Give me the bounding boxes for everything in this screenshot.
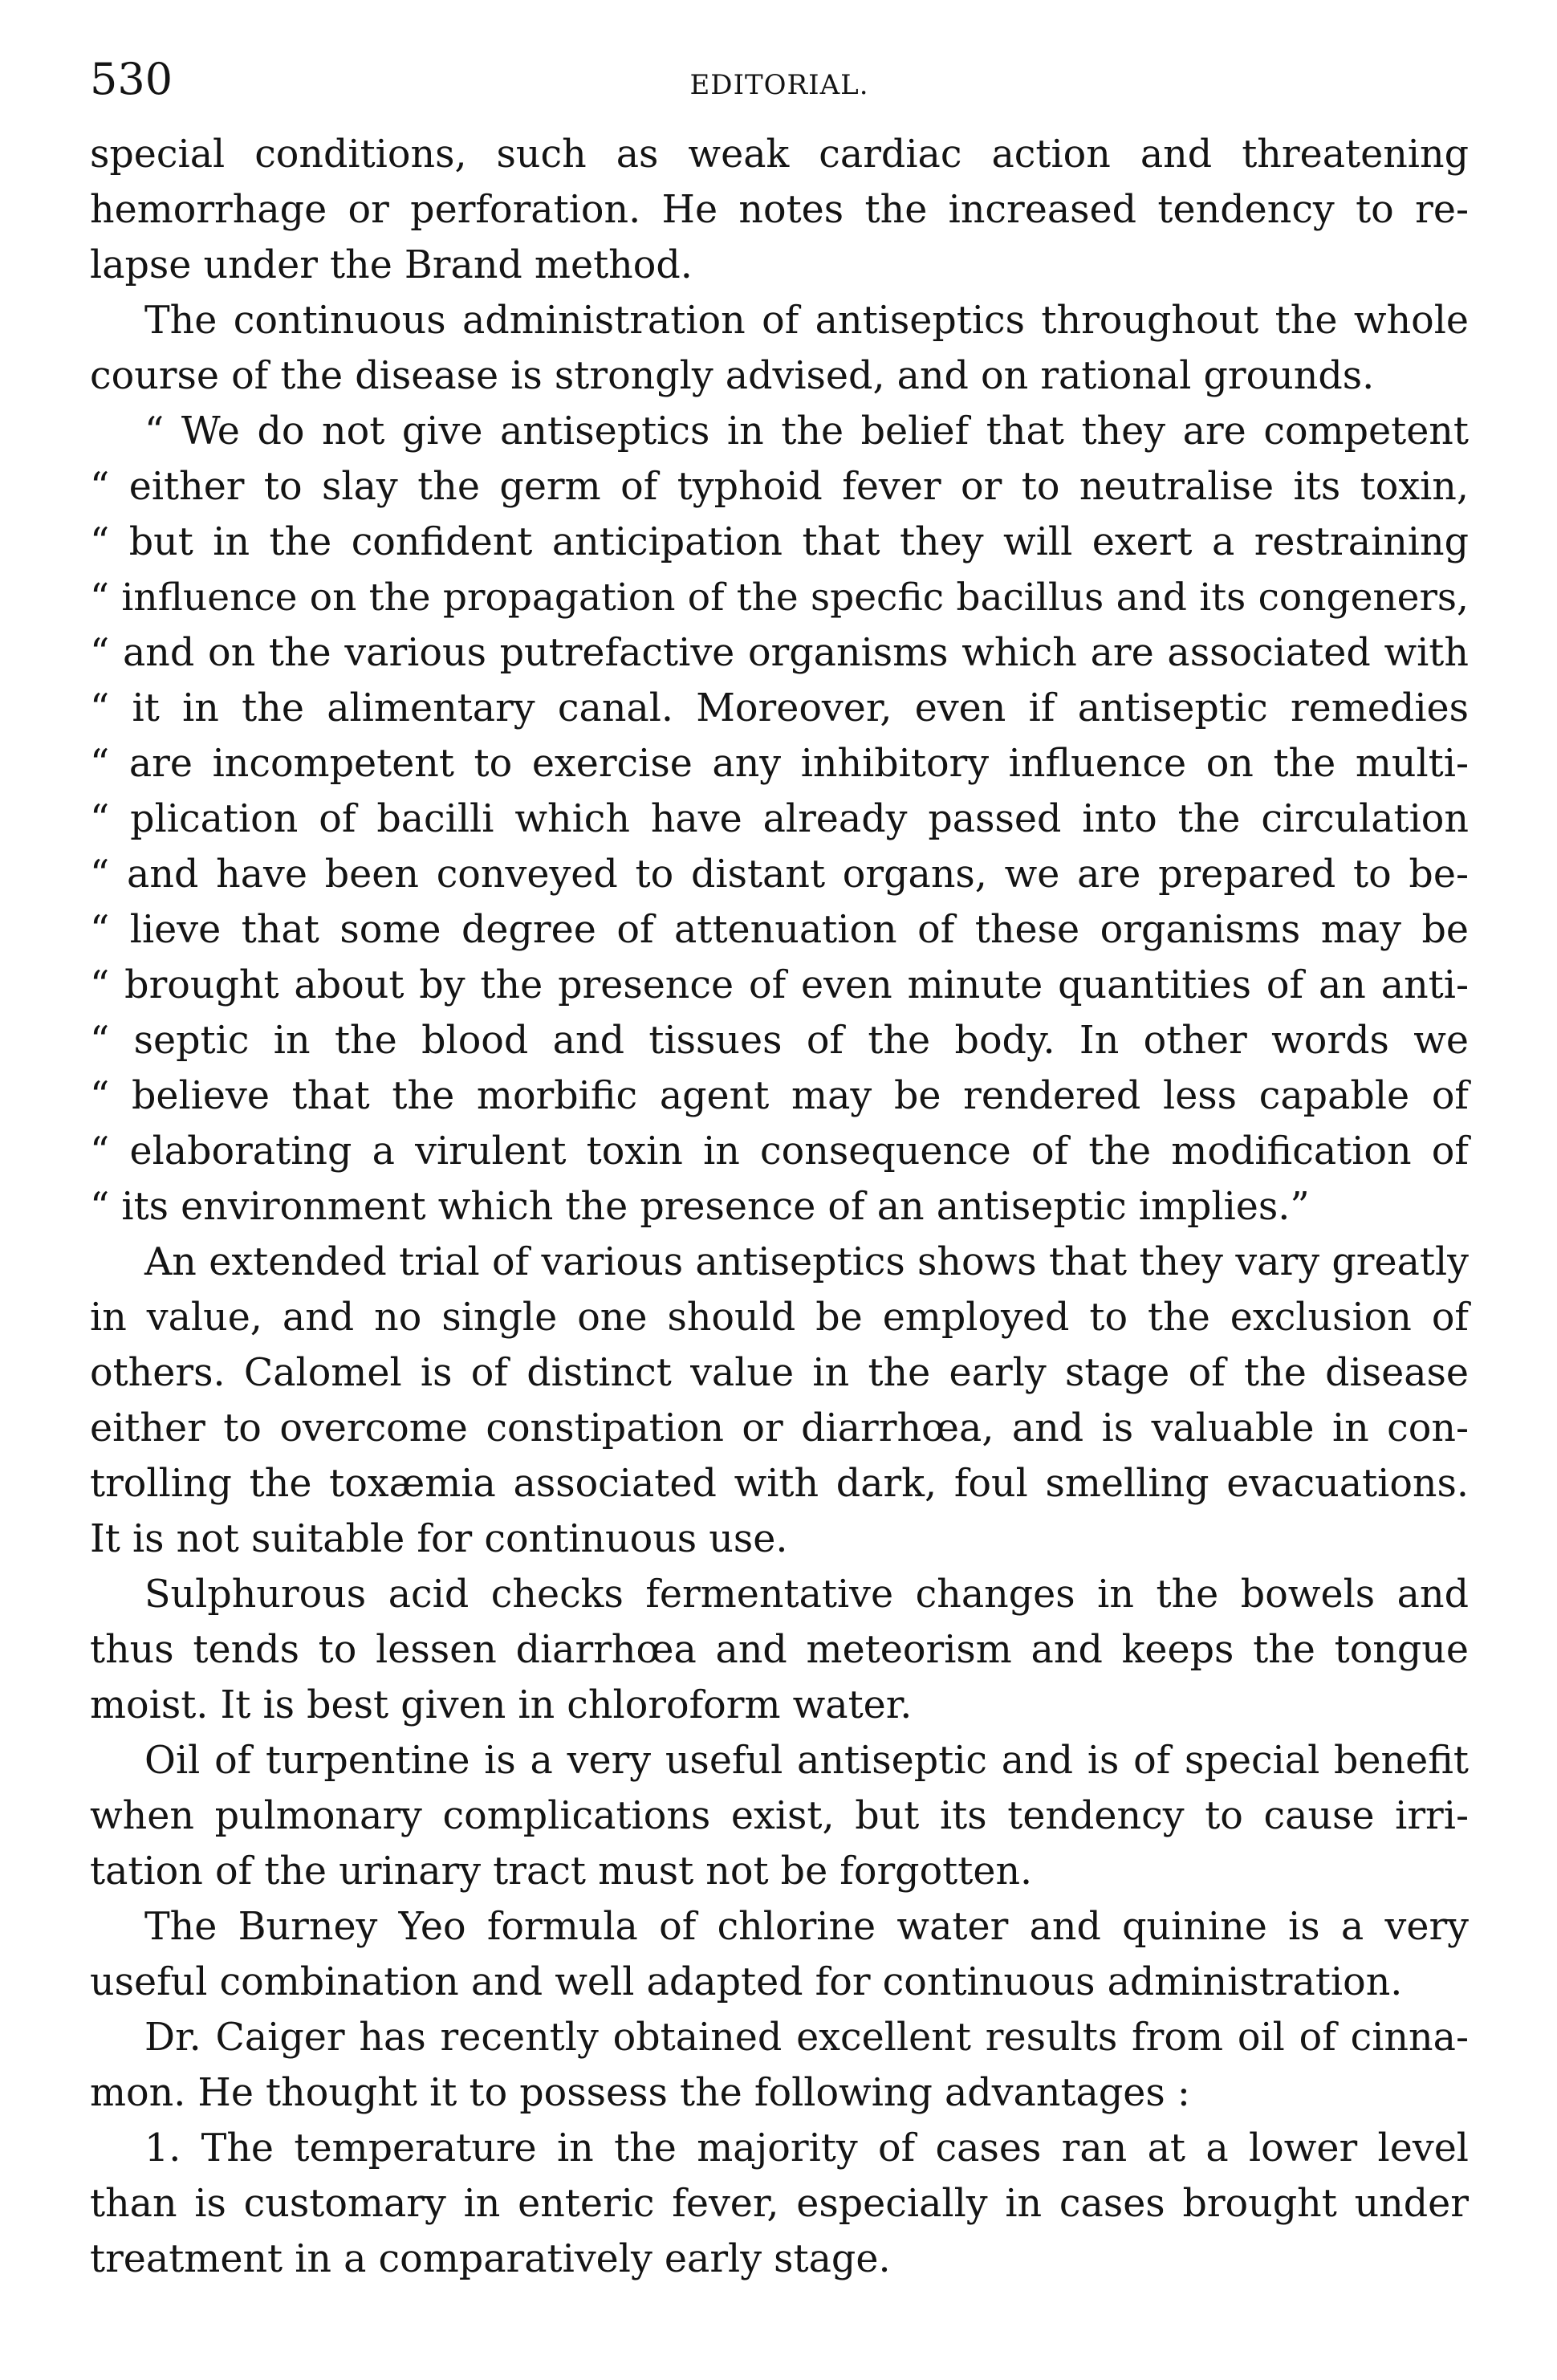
- text-line: hemorrhage or perforation. He notes the increased tendency to re-: [90, 188, 1469, 232]
- text-line: moist. It is best given in chloroform water.: [90, 1683, 913, 1727]
- text-line: “ brought about by the presence of even minute quantities of an anti-: [90, 963, 1469, 1007]
- text-line: The Burney Yeo formula of chlorine water and quinine is a very: [144, 1905, 1469, 1949]
- text-line: Oil of turpentine is a very useful antiseptic and is of special benefit: [144, 1739, 1469, 1783]
- text-line: useful combination and well adapted for continuous administration.: [90, 1960, 1403, 2004]
- text-line: “ and have been conveyed to distant organs, we are prepared to be-: [90, 852, 1469, 897]
- text-line: “ and on the various putrefactive organisms which are associated with: [90, 631, 1469, 675]
- paragraph: [90, 2010, 1469, 2121]
- text-line: special conditions, such as weak cardiac action and threatening: [90, 132, 1469, 177]
- paragraph: [90, 1733, 1469, 1899]
- text-line: “ septic in the blood and tissues of the body. In other words we: [90, 1019, 1469, 1063]
- text-line: trolling the toxæmia associated with dark, foul smelling evacuations.: [90, 1462, 1469, 1506]
- running-title: EDITORIAL.: [689, 69, 869, 101]
- text-line: tation of the urinary tract must not be forgotten.: [90, 1849, 1033, 1894]
- text-line: “ but in the confident anticipation that they will exert a restraining: [90, 520, 1469, 564]
- text-line: course of the disease is strongly advised, and on rational grounds.: [90, 354, 1375, 398]
- text-line: An extended trial of various antiseptics shows that they vary greatly: [144, 1240, 1469, 1284]
- text-line: “ believe that the morbific agent may be rendered less capable of: [90, 1074, 1469, 1118]
- text-line: in value, and no single one should be employed to the exclusion of: [90, 1296, 1469, 1340]
- paragraph: [90, 2121, 1469, 2287]
- text-line: “ it in the alimentary canal. Moreover, even if antiseptic remedies: [90, 686, 1469, 730]
- text-line: lapse under the Brand method.: [90, 243, 693, 287]
- text-line: “ are incompetent to exercise any inhibitory influence on the multi-: [90, 742, 1469, 786]
- paragraph: [90, 293, 1469, 404]
- text-line: “ plication of bacilli which have already passed into the circulation: [90, 797, 1469, 841]
- paragraph: [90, 1567, 1469, 1733]
- text-line: “ elaborating a virulent toxin in consequence of the modification of: [90, 1129, 1469, 1174]
- paragraph: [90, 127, 1469, 293]
- paragraph: [90, 404, 1469, 1235]
- text-line: “ influence on the propagation of the specfic bacillus and its congeners,: [90, 576, 1469, 620]
- text-line: treatment in a comparatively early stage.: [90, 2237, 891, 2281]
- page-header: [90, 54, 1469, 127]
- text-line: It is not suitable for continuous use.: [90, 1517, 788, 1561]
- text-line: when pulmonary complications exist, but its tendency to cause irri-: [90, 1794, 1469, 1838]
- text-line: “ We do not give antiseptics in the belief that they are competent: [144, 409, 1469, 454]
- text-line: thus tends to lessen diarrhœa and meteorism and keeps the tongue: [90, 1628, 1469, 1672]
- text-line: Dr. Caiger has recently obtained excellent results from oil of cinna-: [144, 2016, 1469, 2060]
- text-line: 1. The temperature in the majority of cases ran at a lower level: [144, 2126, 1469, 2170]
- page-number: 530: [90, 54, 173, 104]
- text-line: “ either to slay the germ of typhoid fever or to neutralise its toxin,: [90, 465, 1469, 509]
- text-line: mon. He thought it to possess the following advantages :: [90, 2071, 1190, 2115]
- text-line: Sulphurous acid checks fermentative changes in the bowels and: [144, 1572, 1469, 1617]
- paragraph: [90, 1235, 1469, 1567]
- text-line: either to overcome constipation or diarrhœa, and is valuable in con-: [90, 1406, 1469, 1450]
- text-line: than is customary in enteric fever, especially in cases brought under: [90, 2182, 1469, 2226]
- text-line: “ lieve that some degree of attenuation of these organisms may be: [90, 908, 1469, 952]
- paragraph: [90, 1899, 1469, 2010]
- text-line: others. Calomel is of distinct value in the early stage of the disease: [90, 1351, 1469, 1395]
- text-line: The continuous administration of antiseptics throughout the whole: [144, 299, 1469, 343]
- page-body: [90, 127, 1469, 2287]
- text-line: “ its environment which the presence of an antiseptic implies.”: [90, 1185, 1310, 1229]
